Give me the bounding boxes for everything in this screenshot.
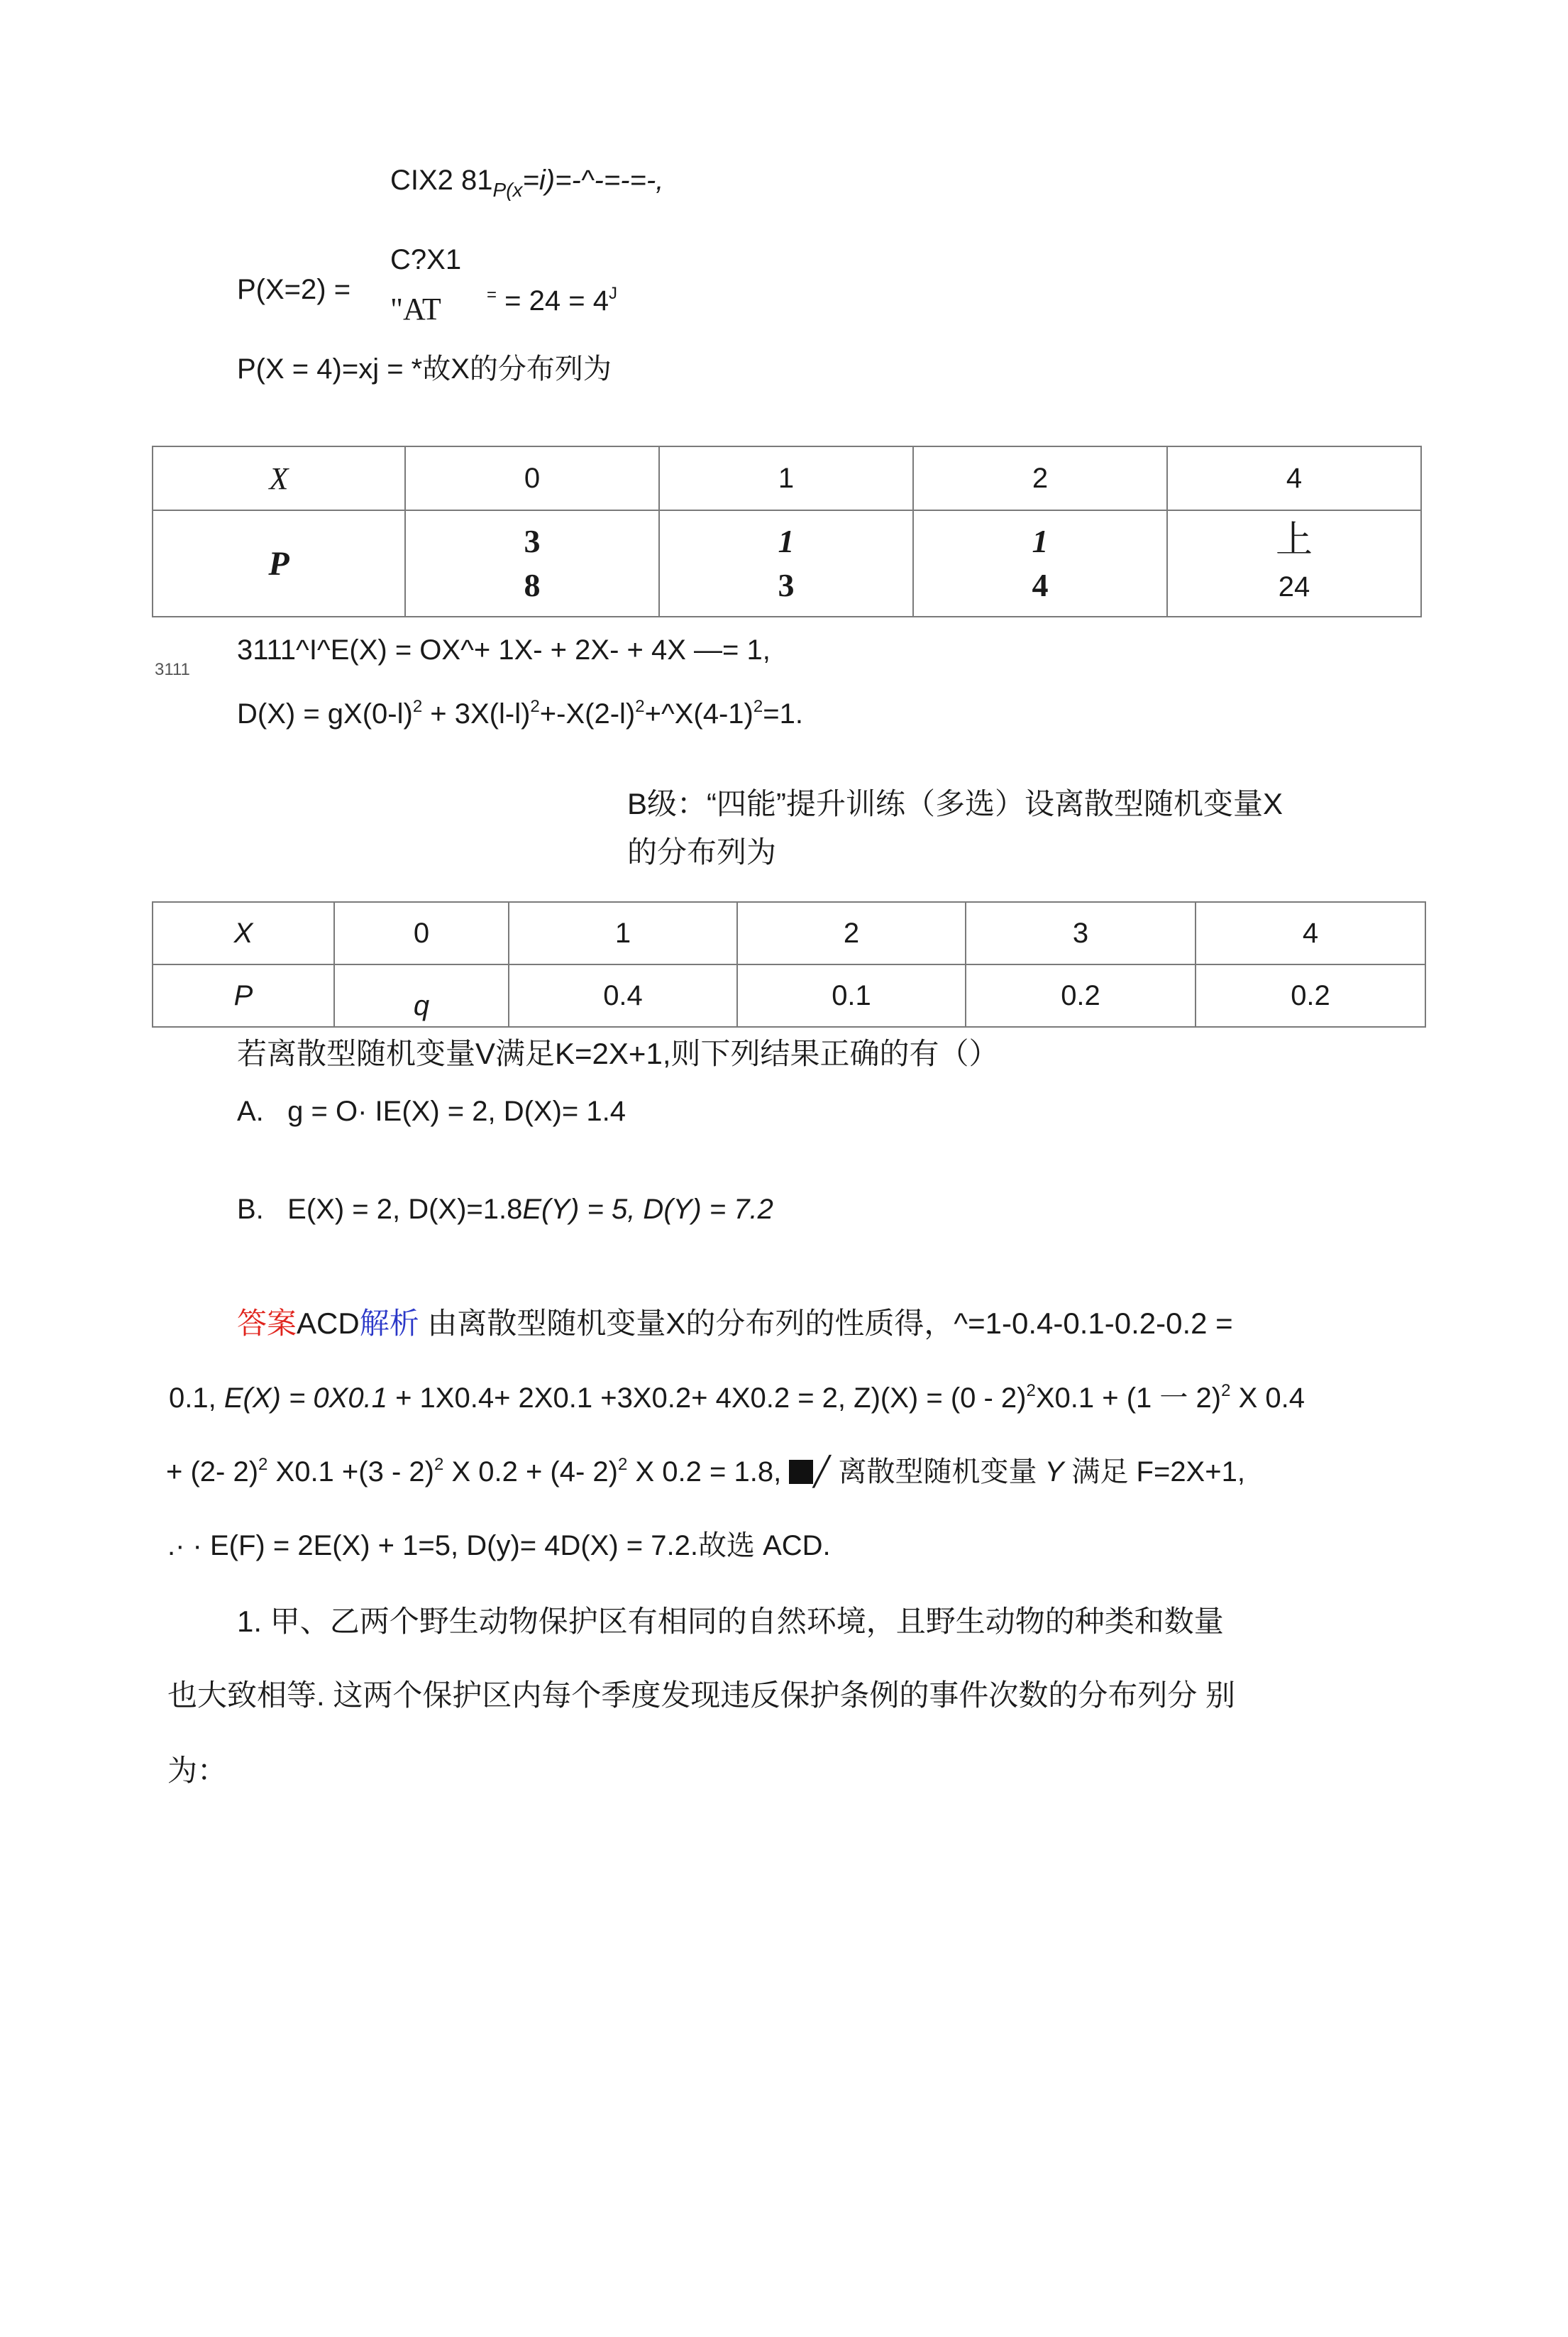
superscript: 2 <box>753 697 763 716</box>
table-row <box>153 964 1425 1027</box>
fraction-bottom: 4 <box>1032 567 1049 603</box>
answer-line-4 <box>167 1529 831 1563</box>
superscript: 2 <box>635 697 645 716</box>
formula-line-3 <box>237 352 612 386</box>
table-cell <box>405 510 659 617</box>
problem-text: 为： <box>167 1754 228 1787</box>
answer-value: ACD <box>297 1307 360 1340</box>
analysis-italic: Y <box>1044 1456 1064 1488</box>
analysis-text: .· · E(F) = 2E(X) + 1=5, D(y)= 4D(X) = 7.2.故选 ACD. <box>167 1530 831 1561</box>
analysis-text: 满足 F=2X+1, <box>1064 1456 1245 1488</box>
analysis-italic: E(X) = 0X0.1 <box>223 1382 387 1414</box>
option-a-label: A. <box>237 1096 264 1127</box>
formula-main: CIX2 81 <box>390 165 493 196</box>
option-b-text: E(X) = 2, D(X)=1.8 <box>287 1194 523 1225</box>
formula-tail: =i)=-^-=-=-, <box>522 165 664 196</box>
problem-text: 1. 甲、乙两个野生动物保护区有相同的自然环境，且野生动物的种类和数量 <box>237 1605 1224 1638</box>
margin-note-text: 3111 <box>155 660 190 679</box>
option-a-text: g = O· IE(X) = 2, D(X)= 1.4 <box>287 1096 626 1127</box>
fraction <box>1032 519 1049 607</box>
superscript: 2 <box>258 1455 268 1474</box>
option-b-label: B. <box>237 1194 264 1225</box>
table-cell: X <box>153 902 334 964</box>
fraction-top: 1 <box>778 523 795 559</box>
formula-subscript: P(x <box>492 179 523 201</box>
analysis-text: ╱ 离散型随机变量 <box>813 1456 1045 1488</box>
denominator-text: "AT <box>390 292 441 326</box>
fraction <box>1276 518 1313 609</box>
section-b-heading <box>627 786 1283 822</box>
table-cell: 0.2 <box>966 964 1196 1027</box>
table-cell: 0.4 <box>509 964 737 1027</box>
fraction-bottom: 24 <box>1278 571 1310 603</box>
table-cell: P <box>153 964 334 1027</box>
superscript: 2 <box>1221 1381 1231 1400</box>
analysis-text: + 1X0.4+ 2X0.1 +3X0.2+ 4X0.2 = 2, Z)(X) = (0 - 2) <box>387 1382 1027 1414</box>
p-label: P <box>268 544 289 583</box>
answer-line-2 <box>169 1381 1305 1415</box>
superscript: 2 <box>1026 1381 1036 1400</box>
formula-line-2-tail: $^= = 24 = 4^J$ <box>487 284 617 317</box>
table-cell: 0 <box>334 902 509 964</box>
table-cell: X <box>153 446 405 510</box>
section-b-line-1: B级：“四能”提升训练（多选）设离散型随机变量X <box>627 787 1283 820</box>
answer-line-3 <box>166 1455 1245 1489</box>
option-b-italic: E(Y) = 5, D(Y) = 7.2 <box>522 1194 773 1225</box>
section-b-heading-2 <box>627 835 776 870</box>
answer-line-1 <box>237 1306 1233 1341</box>
table-cell: 4 <box>1167 446 1421 510</box>
table-cell: q <box>334 964 509 1027</box>
fraction-top: 1 <box>1032 523 1049 559</box>
px2-label: P(X=2) = <box>237 274 351 305</box>
question-stem-text: 若离散型随机变量V满足K=2X+1,则下列结果正确的有（） <box>237 1037 999 1070</box>
tail-value-2: 4 <box>592 285 609 317</box>
answer-label: 答案 <box>237 1307 297 1340</box>
table-cell: 0.1 <box>737 964 966 1027</box>
table-row <box>153 902 1425 964</box>
superscript: 2 <box>412 697 423 716</box>
variance-text: + 3X(l-l) <box>422 698 531 730</box>
fraction-bottom: 3 <box>778 567 795 603</box>
table-cell <box>659 510 913 617</box>
analysis-label: 解析 <box>359 1307 419 1340</box>
expectation-text: 3111^I^E(X) = OX^+ 1X- + 2X- + 4X —= 1, <box>237 634 771 666</box>
table-row <box>153 446 1421 510</box>
formula-numerator <box>390 243 461 277</box>
margin-note <box>155 660 190 681</box>
section-b-line-2: 的分布列为 <box>627 835 777 869</box>
variance-line <box>237 697 803 731</box>
fraction <box>778 519 795 607</box>
tail-value: = 24 = <box>504 285 585 317</box>
formula-denominator <box>390 291 441 329</box>
analysis-text: + (2- 2) <box>166 1456 259 1488</box>
analysis-text: X0.1 + (1 一 2) <box>1035 1382 1222 1414</box>
analysis-text: X 0.4 <box>1230 1382 1305 1414</box>
fraction-top: 上 <box>1275 519 1313 561</box>
table-cell <box>153 510 405 617</box>
tail-sup: J <box>608 284 617 303</box>
option-a <box>237 1094 626 1128</box>
distribution-table-1 <box>152 446 1422 617</box>
table-cell: 2 <box>737 902 966 964</box>
table-cell <box>913 510 1167 617</box>
variance-text: =1. <box>763 698 803 730</box>
superscript: 2 <box>434 1455 444 1474</box>
table-cell: 3 <box>966 902 1196 964</box>
problem-line-1 <box>237 1604 1224 1639</box>
variance-text: D(X) = gX(0-l) <box>237 698 413 730</box>
table-cell: 1 <box>659 446 913 510</box>
option-b <box>237 1192 773 1226</box>
fraction-top: 3 <box>524 523 541 559</box>
table-cell: 0 <box>405 446 659 510</box>
variance-text: +^X(4-1) <box>644 698 753 730</box>
distribution-table-2 <box>152 901 1426 1028</box>
fraction-bottom: 8 <box>524 567 541 603</box>
fraction <box>524 519 541 607</box>
formula-line-1 <box>390 163 663 202</box>
expectation-line <box>237 633 771 667</box>
superscript: 2 <box>530 697 540 716</box>
numerator-text: C?X1 <box>390 244 462 275</box>
black-square-icon <box>789 1460 813 1484</box>
table-row <box>153 510 1421 617</box>
problem-line-3 <box>167 1753 227 1788</box>
table-cell: 4 <box>1196 902 1425 964</box>
analysis-text: 由离散型随机变量X的分布列的性质得，^=1-0.4-0.1-0.2-0.2 = <box>419 1307 1233 1340</box>
analysis-text: X 0.2 + (4- 2) <box>443 1456 618 1488</box>
table-cell <box>1167 510 1421 617</box>
problem-line-2 <box>167 1678 1235 1713</box>
analysis-text: X 0.2 = 1.8, <box>627 1456 790 1488</box>
analysis-text: 0.1, <box>169 1382 224 1414</box>
question-stem <box>237 1036 998 1072</box>
table-cell: 1 <box>509 902 737 964</box>
px4-text: P(X = 4)=xj = *故X的分布列为 <box>237 353 612 385</box>
table-cell: 0.2 <box>1196 964 1425 1027</box>
table-cell: 2 <box>913 446 1167 510</box>
analysis-text: X0.1 +(3 - 2) <box>267 1456 434 1488</box>
formula-line-2 <box>237 273 350 307</box>
variance-text: +-X(2-l) <box>539 698 636 730</box>
problem-text: 也大致相等. 这两个保护区内每个季度发现违反保护条例的事件次数的分布列分 别 <box>167 1678 1236 1712</box>
superscript: 2 <box>618 1455 628 1474</box>
